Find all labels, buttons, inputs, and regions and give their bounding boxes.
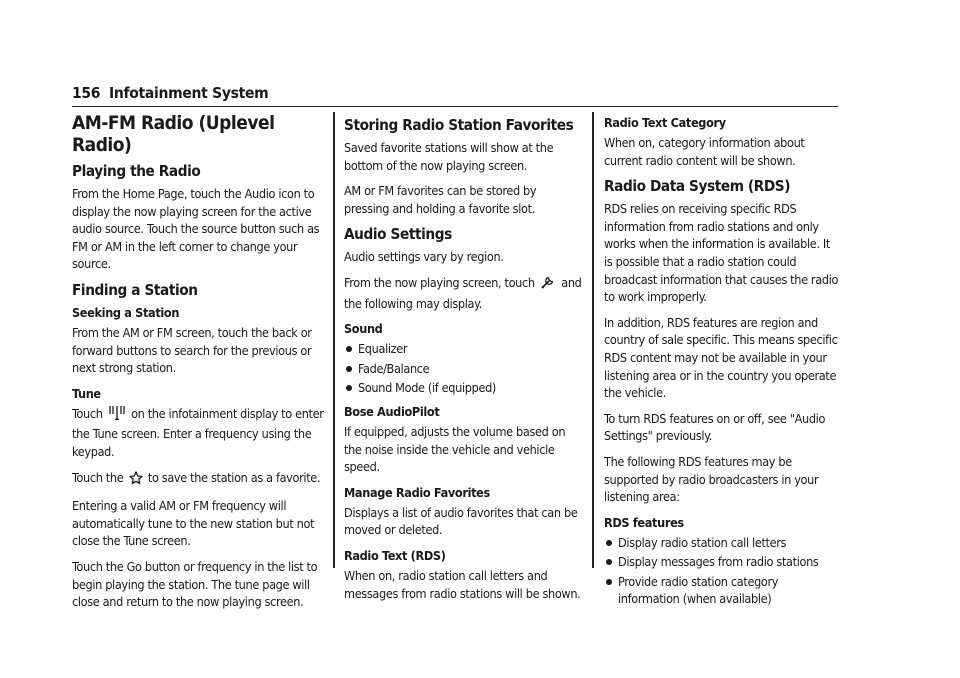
page-header bbox=[72, 84, 838, 107]
subheading-bose: Bose AudioPilot bbox=[344, 403, 440, 419]
paragraph: To turn RDS features on or off, see "Audio Settings" previously. bbox=[604, 410, 826, 444]
sound-list bbox=[344, 340, 584, 397]
paragraph: Saved favorite stations will show at the bottom of the now playing screen. bbox=[344, 140, 554, 173]
text: to save the station as a favorite. bbox=[147, 469, 321, 485]
paragraph-favorite bbox=[72, 469, 328, 490]
column-divider bbox=[333, 112, 335, 568]
paragraph: Audio settings vary by region. bbox=[344, 249, 504, 265]
column-3 bbox=[604, 110, 840, 614]
subheading-rds-features: RDS features bbox=[604, 514, 684, 530]
list-item: Display radio station call letters bbox=[604, 534, 840, 552]
paragraph: From the AM or FM screen, touch the back or forward buttons to search for the previous or next strong station. bbox=[72, 324, 312, 376]
paragraph: Displays a list of audio favorites that can be moved or deleted. bbox=[344, 504, 578, 538]
paragraph: Touch the Go button or frequency in the list to begin playing the station. The tune page will close and return to the now playing screen. bbox=[72, 558, 318, 610]
heading-rds: Radio Data System (RDS) bbox=[604, 177, 791, 196]
column-2 bbox=[344, 110, 584, 610]
settings-icon bbox=[540, 274, 556, 295]
column-1 bbox=[72, 110, 328, 619]
heading-audio-settings: Audio Settings bbox=[344, 225, 452, 244]
paragraph-tune bbox=[72, 405, 328, 461]
heading-playing-the-radio: Playing the Radio bbox=[72, 162, 201, 180]
paragraph: AM or FM favorites can be stored by pressing and holding a favorite slot. bbox=[344, 183, 537, 216]
paragraph-settings bbox=[344, 274, 584, 312]
star-icon bbox=[129, 471, 143, 490]
list-item: Equalizer bbox=[344, 340, 584, 358]
paragraph: In addition, RDS features are region and country of sale specific. This means specific RDS content may not be available in your listening area or in the country you operate the vehicle. bbox=[604, 314, 838, 401]
subheading-sound: Sound bbox=[344, 321, 383, 337]
subheading-radio-text-category: Radio Text Category bbox=[604, 115, 726, 130]
subheading-manage: Manage Radio Favorites bbox=[344, 484, 490, 500]
list-item: Sound Mode (if equipped) bbox=[344, 379, 584, 397]
text: From the now playing screen, touch bbox=[344, 274, 535, 290]
rds-features-list bbox=[604, 534, 840, 608]
paragraph: When on, radio station call letters and messages from radio stations will be shown. bbox=[344, 567, 581, 601]
text: Touch the bbox=[72, 469, 124, 485]
subheading-tune: Tune bbox=[72, 385, 101, 401]
text: and the following may display. bbox=[344, 274, 582, 311]
page-title: AM-FM Radio (Uplevel Radio) bbox=[72, 112, 275, 156]
column-divider bbox=[592, 112, 594, 568]
list-item: Display messages from radio stations bbox=[604, 553, 840, 571]
subheading-seeking: Seeking a Station bbox=[72, 304, 180, 320]
paragraph: RDS relies on receiving specific RDS information from radio stations and only works when the information is available. It is possible that a radio station could broadcast information that causes the radio to work improperly. bbox=[604, 201, 839, 305]
tune-icon bbox=[108, 405, 126, 426]
paragraph: If equipped, adjusts the volume based on the noise inside the vehicle and vehicle speed. bbox=[344, 423, 566, 475]
text: on the infotainment display to enter the Tune screen. Enter a frequency using the keypad. bbox=[72, 405, 324, 459]
list-item: Fade/Balance bbox=[344, 360, 584, 378]
subheading-radio-text: Radio Text (RDS) bbox=[344, 547, 446, 563]
paragraph: From the Home Page, touch the Audio icon to display the now playing screen for the active audio source. Touch the source button such as FM or AM in the left corner to change your source. bbox=[72, 186, 320, 272]
heading-storing-favorites: Storing Radio Station Favorites bbox=[344, 116, 574, 134]
paragraph: The following RDS features may be supported by radio broadcasters in your listening area: bbox=[604, 453, 819, 505]
paragraph: When on, category information about current radio content will be shown. bbox=[604, 135, 805, 168]
page-number: 156 bbox=[72, 84, 101, 102]
list-item: Provide radio station category information (when available) bbox=[604, 573, 840, 608]
text: Touch bbox=[72, 405, 103, 421]
heading-finding-a-station: Finding a Station bbox=[72, 280, 198, 299]
paragraph: Entering a valid AM or FM frequency will automatically tune to the new station but not close the Tune screen. bbox=[72, 498, 315, 549]
section-title: Infotainment System bbox=[109, 84, 269, 102]
